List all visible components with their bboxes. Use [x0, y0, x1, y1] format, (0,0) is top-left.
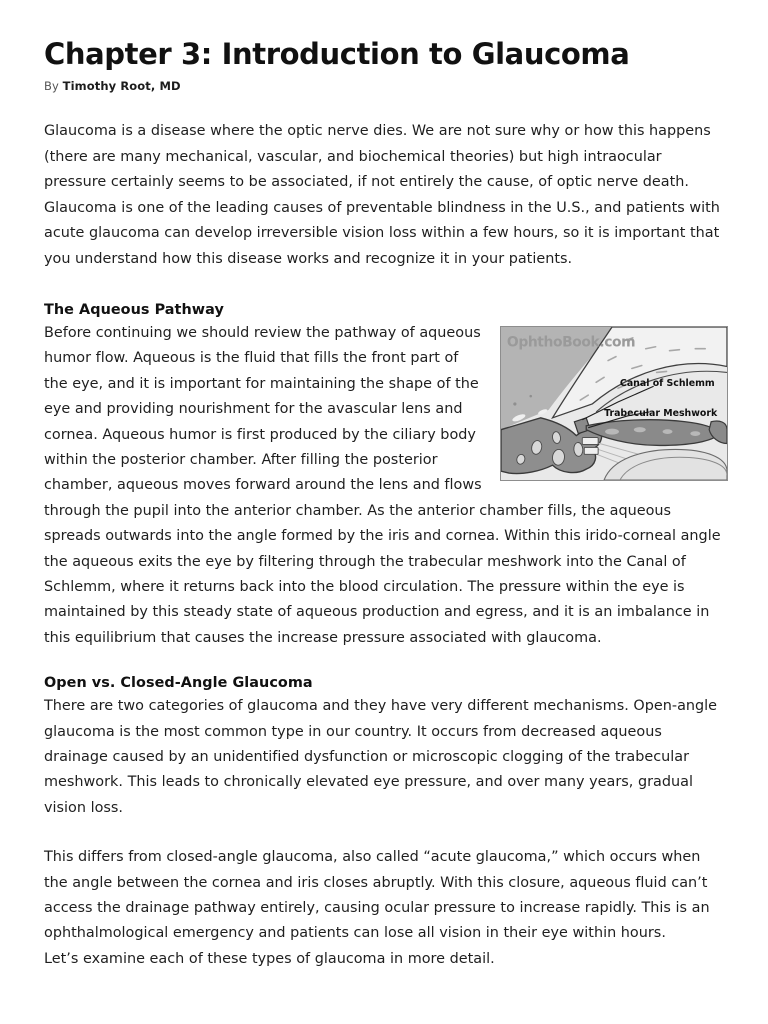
watermark-text: OphthoBook.com [506, 334, 636, 351]
anatomical-diagram-figure [500, 326, 728, 481]
byline [44, 79, 728, 93]
aqueous-pathway-paragraph: Before continuing we should review the pathway of aqueous humor flow. Aqueous is the fluid that fills the front part of the eye, and it is important for maintaining the shape of the eye and providing nourishment for the avascular lens and cornea. Aqueous humor is first produced by the ciliary body within the posterior chamber. After filling the posterior chamber, aqueous moves forward around the lens and flows through the pupil into the anterior chamber. As the anterior chamber fills, the aqueous spreads outwards into the angle formed by the iris and cornea. Within this irido-corneal angle the aqueous exits the eye by filtering through the trabecular meshwork into the Canal of Schlemm, where it returns back into the blood circulation. The pressure within the eye is maintained by this steady state of aqueous production and egress, and it is an imbalance in this equilibrium that causes the increase pressure associated with glaucoma. [44, 324, 721, 646]
aqueous-section-body [44, 321, 728, 651]
section-heading-aqueous-pathway: The Aqueous Pathway [44, 301, 224, 318]
section-heading-open-vs-closed-angle: Open vs. Closed-Angle Glaucoma [44, 675, 313, 692]
closing-paragraph: Let’s examine each of these types of glaucoma in more detail. [44, 950, 495, 967]
spacer [44, 651, 728, 675]
label-trabecular-meshwork: Trabecular Meshwork [604, 407, 718, 419]
spacer [44, 272, 728, 302]
intro-paragraph: Glaucoma is a disease where the optic nerve dies. We are not sure why or how this happens (there are many mechanical, vascular, and biochemical theories) but high intraocular pressure certainly seems to be associated, if not entirely the cause, of optic nerve death. Glaucoma is one of the leading causes of preventable blindness in the U.S., and patients with acute glaucoma can develop irreversible vision loss within a few hours, so it is important that you understand how this disease works and recognize it in your patients. [44, 123, 720, 267]
byline-author: Timothy Root, MD [62, 79, 181, 94]
label-canal-of-schlemm: Canal of Schlemm [619, 378, 715, 390]
byline-prefix: By [44, 79, 59, 94]
closed-angle-paragraph: This differs from closed-angle glaucoma, also called “acute glaucoma,” which occurs when the angle between the cornea and iris closes abruptly. With this closure, aqueous fluid can’t access the drainage pathway entirely, causing ocular pressure to increase rapidly. This is an ophthalmological emergency and patients can lose all vision in their eye within hours. [44, 849, 710, 942]
spacer [44, 821, 728, 845]
open-angle-paragraph: There are two categories of glaucoma and they have very different mechanisms. Open-angle glaucoma is the most common type in our country. It occurs from decreased aqueous drainage caused by an unidentified dysfunction or microscopic clogging of the trabecular meshwork. This leads to chronically elevated eye pressure, and over many years, gradual vision loss. [44, 698, 718, 816]
page-title: Chapter 3: Introduction to Glaucoma [44, 37, 630, 71]
eye-angle-anatomy-diagram [501, 327, 727, 480]
